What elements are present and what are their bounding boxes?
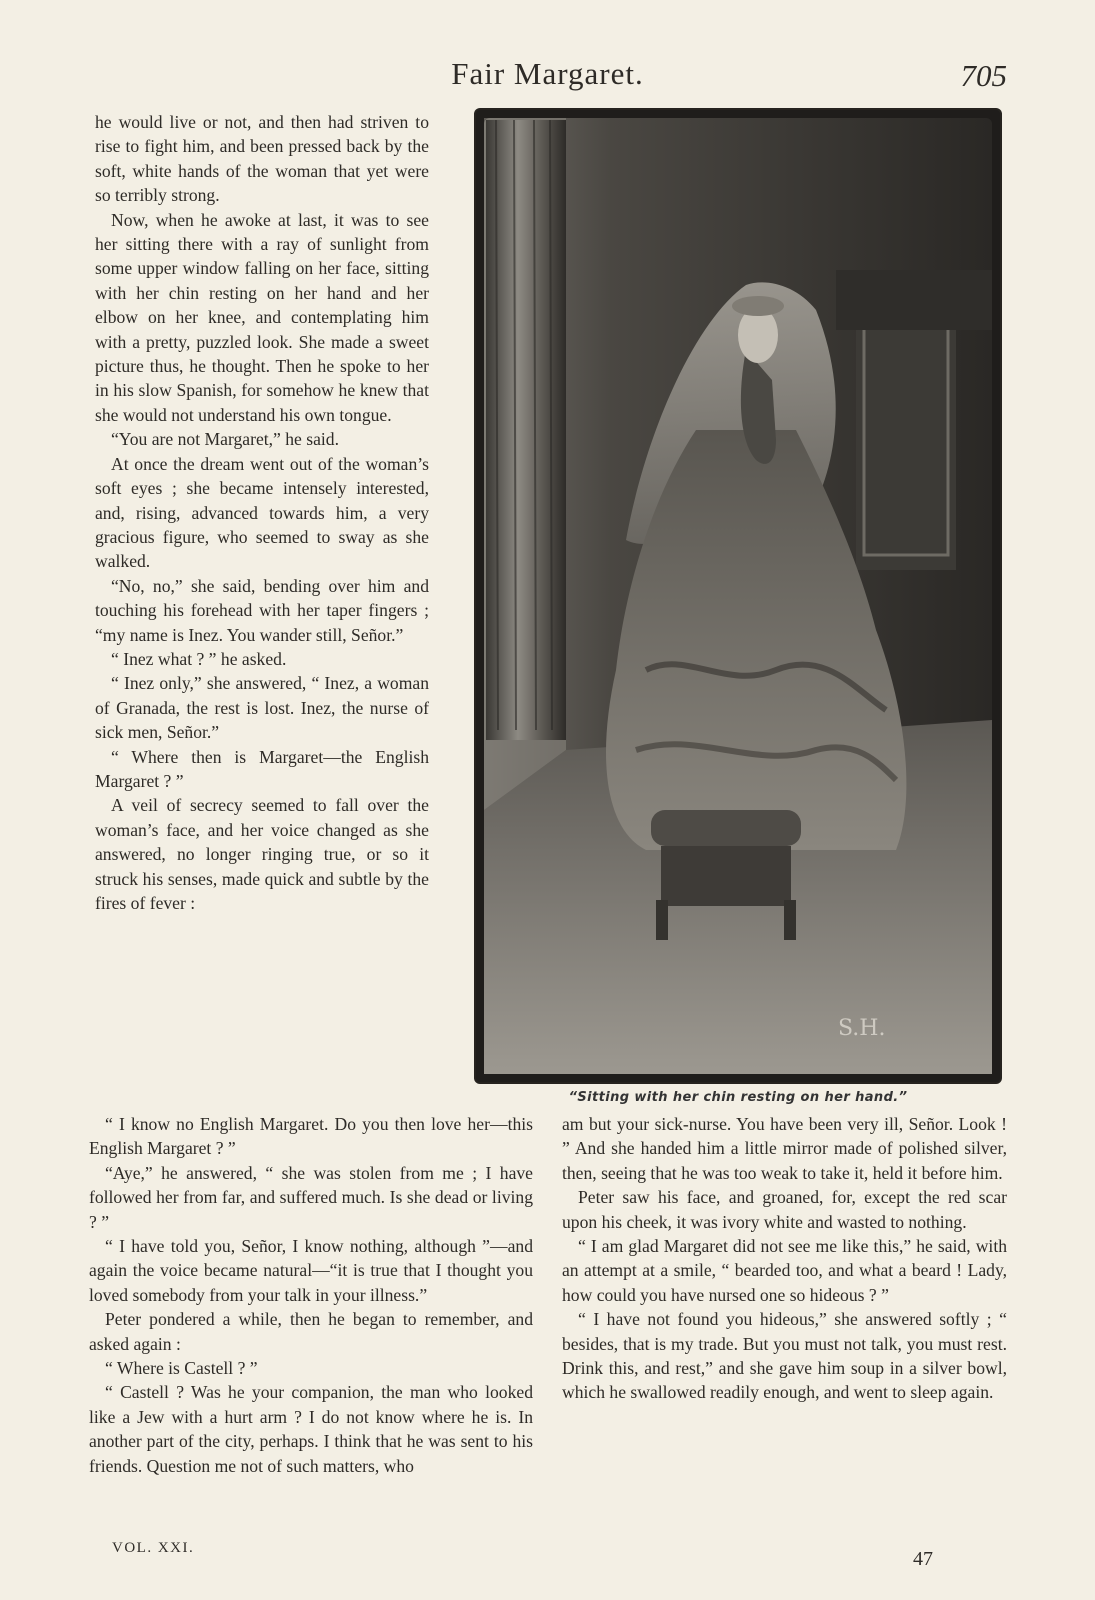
paragraph: “ Where is Castell ? ” [105, 1358, 258, 1379]
paragraph: A veil of secrecy seemed to fall over the woman’s face, and her voice changed as she answered, no longer ringing true, or so it struck his senses, made quick and subtle by the fires of fever : [95, 795, 429, 913]
paragraph: “ Where then is Margaret—the English Margaret ? ” [95, 746, 429, 791]
paragraph: “You are not Margaret,” he said. [111, 429, 340, 450]
paragraph: “ I am glad Margaret did not see me like this,” he said, with an attempt at a smile, “ bearded too, and what a beard ! Lady, how could you have nursed one so hideous ? ” [562, 1236, 1007, 1305]
paragraph: he would live or not, and then had striven to rise to fight him, and been pressed back by the soft, white hands of the woman that yet were so terribly strong. [95, 112, 429, 206]
volume-label: VOL. XXI. [112, 1540, 195, 1556]
illustration-caption: “Sitting with her chin resting on her hand.” [568, 1090, 908, 1105]
paragraph: “ Inez what ? ” he asked. [111, 648, 287, 669]
text-column-left-upper [95, 110, 429, 915]
paragraph: “No, no,” she said, bending over him and touching his forehead with her taper fingers ; “my name is Inez. You wander still, Señor.” [95, 575, 429, 645]
paragraph: Now, when he awoke at last, it was to see her sitting there with a ray of sunlight from some upper window falling on her face, sitting with her chin resting on her hand and her elbow on her knee, and contemplating him with a pretty, puzzled look. She made a sweet picture thus, he thought. Then he spoke to her in his slow Spanish, for somehow he knew that she would not understand his own tongue. [95, 209, 429, 425]
text-column-right [562, 1112, 1007, 1405]
paragraph: “Aye,” he answered, “ she was stolen from me ; I have followed her from far, and suffered much. Is she dead or living ? ” [89, 1162, 533, 1232]
paragraph: At once the dream went out of the woman’s soft eyes ; she became intensely interested, and, rising, advanced towards him, a very gracious figure, who seemed to sway as she walked. [95, 453, 429, 572]
paragraph: Peter pondered a while, then he began to remember, and asked again : [89, 1309, 533, 1354]
paragraph: “ Castell ? Was he your companion, the man who looked like a Jew with a hurt arm ? I do not know where he is. In another part of the city, perhaps. I think that he was sent to his friends. Question me not of such matters, who [89, 1382, 533, 1476]
paragraph: am but your sick-nurse. You have been very ill, Señor. Look ! ” And she handed him a little mirror made of polished silver, then, seeing that he was too weak to take it, held it before him. [562, 1114, 1007, 1183]
illustration [476, 110, 1000, 1082]
paragraph: “ I know no English Margaret. Do you then love her—this English Margaret ? ” [89, 1114, 533, 1159]
paragraph: “ Inez only,” she answered, “ Inez, a woman of Granada, the rest is lost. Inez, the nurse of sick men, Señor.” [95, 673, 429, 743]
artist-signature: S.H. [838, 1016, 886, 1041]
running-title: Fair Margaret. [451, 56, 644, 91]
paragraph: “ I have not found you hideous,” she answered softly ; “ besides, that is my trade. But you must not talk, you must rest. Drink this, and rest,” and she gave him soup in a silver bowl, which he swallowed readily enough, and went to sleep again. [562, 1309, 1007, 1403]
text-column-left-lower [89, 1112, 533, 1478]
page-number: 705 [960, 58, 1007, 93]
signature-number: 47 [913, 1548, 933, 1570]
paragraph: Peter saw his face, and groaned, for, except the red scar upon his cheek, it was ivory white and wasted to nothing. [562, 1187, 1007, 1232]
paragraph: “ I have told you, Señor, I know nothing, although ”—and again the voice became natural—“it is true that I thought you loved somebody from your talk in your illness.” [89, 1236, 533, 1305]
illustration-drawing [476, 110, 1000, 1082]
